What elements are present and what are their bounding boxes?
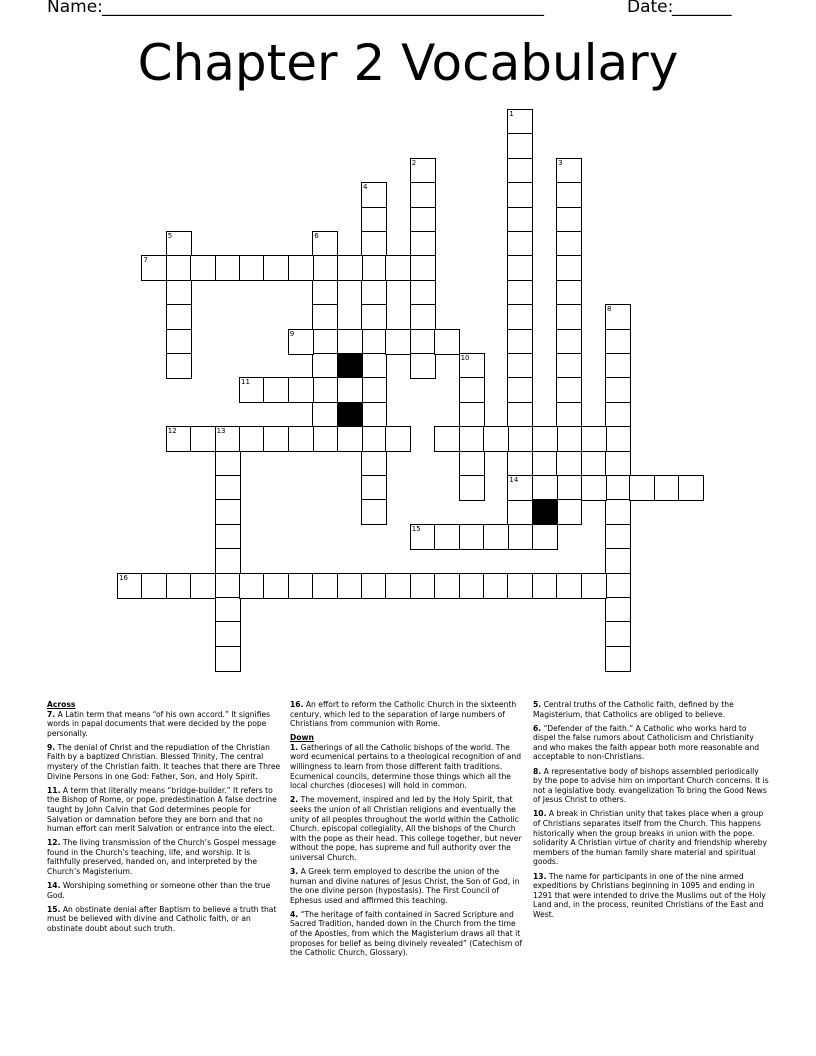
crossword-cell[interactable] [338,574,362,598]
crossword-cell[interactable] [606,452,630,476]
clue-number: 11 [241,378,250,387]
clue-item-number: 11. [47,785,61,795]
crossword-cell[interactable] [460,574,484,598]
crossword-cell[interactable] [167,354,191,378]
clue-item-text: The name for participants in one of the nine armed expeditions by Christians beginning in 1095 and ending in 1291 that were intended to drive the Muslims out of the Holy Land and, in the process, reunited Christians of the East and West. [533,871,766,919]
crossword-cell[interactable] [508,403,532,427]
crossword-cell[interactable] [289,427,313,451]
clue-item-number: 16. [290,700,304,709]
crossword-cell[interactable] [411,305,435,329]
clue-item [290,795,525,862]
crossword-cell[interactable] [167,330,191,354]
crossword-cell[interactable] [313,232,337,256]
header-line [47,0,747,19]
clue-item-number: 4. [290,909,299,919]
crossword-cell[interactable] [362,305,386,329]
crossword-cell[interactable] [362,574,386,598]
crossword-cell[interactable] [435,525,459,549]
clue-item-number: 13. [533,871,547,881]
clue-number: 10 [460,354,470,362]
clue-item [533,724,769,762]
clue-item-text: A representative body of bishops assembled periodically by the pope to advise him on important Church concerns. It is not a legislative body. evangelization To bring the Good News of Jesus Christ to others. [533,766,769,805]
crossword-cell[interactable] [460,476,484,500]
crossword-cell[interactable] [411,574,435,598]
crossword-cell[interactable] [313,378,337,402]
clue-item [290,867,525,905]
clue-column-3 [533,700,769,924]
clue-item-number: 3. [290,867,299,876]
crossword-cell[interactable] [606,403,630,427]
crossword-cell[interactable] [460,525,484,549]
clue-number: 5 [167,232,173,240]
crossword-cell[interactable] [411,281,435,305]
crossword-cell[interactable] [313,403,337,427]
crossword-cell[interactable] [264,256,288,280]
crossword-cell[interactable] [167,232,191,256]
crossword-cell[interactable] [362,476,386,500]
clue-item-number: 6. [533,723,542,733]
crossword-cell[interactable] [655,476,679,500]
crossword-cell[interactable] [240,574,264,598]
crossword-cell[interactable] [216,598,240,622]
clue-number: 7 [143,256,148,265]
clue-number: 16 [119,573,128,582]
crossword-cell[interactable] [508,525,532,549]
crossword-cell[interactable] [606,622,630,646]
across-heading: Across [47,700,76,709]
crossword-cell[interactable] [313,574,337,598]
clue-number: 13 [216,427,226,436]
crossword-cell[interactable] [289,330,313,354]
clue-column-1 [47,700,282,938]
crossword-cell[interactable] [411,208,435,232]
crossword-cell[interactable] [606,500,630,524]
crossword-cell[interactable] [679,476,703,500]
crossword-cell[interactable] [508,256,532,280]
crossword-cell[interactable] [606,476,630,500]
clue-item-text: The movement, inspired and led by the Holy Spirit, that seeks the union of all Christian religions and eventually the unity of all peoples throughout the world within the Catholic Church. episcopal collegiality, All the bishops of the Church with the pope as their head. This college together, but never without the pope, has supreme and full authority over the universal Church. [290,795,522,862]
crossword-cell[interactable] [557,256,581,280]
crossword-cell[interactable] [386,256,410,280]
clue-item-text: Central truths of the Catholic faith, defined by the Magisterium, that Catholics are obliged to believe. [533,700,734,719]
clue-item-text: “The heritage of faith contained in Sacred Scripture and Sacred Tradition, handed down in the Church from the time of the Apostles, from which the Magisterium draws all that it proposes for belief as being divinely revealed” (Catechism of the Catholic Church, Glossary). [290,909,523,958]
crossword-block [338,354,362,378]
crossword-cell[interactable] [386,330,410,354]
crossword-cell[interactable] [460,403,484,427]
crossword-cell[interactable] [386,574,410,598]
crossword-cell[interactable] [582,476,606,500]
crossword-cell[interactable] [484,525,508,549]
clue-item [533,809,769,867]
crossword-cell[interactable] [508,330,532,354]
crossword-cell[interactable] [411,256,435,280]
crossword-cell[interactable] [264,427,288,451]
crossword-cell[interactable] [508,476,532,500]
crossword-cell[interactable] [606,305,630,329]
clue-item-number: 14. [47,881,61,891]
clue-item-number: 12. [47,838,61,848]
crossword-cell[interactable] [606,549,630,573]
clue-number: 2 [411,158,417,167]
crossword-cell[interactable] [557,305,581,329]
crossword-cell[interactable] [313,427,337,451]
crossword-cell[interactable] [216,574,240,598]
crossword-cell[interactable] [557,183,581,207]
crossword-cell[interactable] [460,378,484,402]
down-heading: Down [290,733,314,743]
crossword-cell[interactable] [508,159,532,183]
crossword-cell[interactable] [508,427,532,451]
crossword-cell[interactable] [606,598,630,622]
crossword-cell[interactable] [435,330,459,354]
clue-number: 12 [167,427,177,436]
crossword-cell[interactable] [557,452,581,476]
crossword-cell[interactable] [362,232,386,256]
clue-item-text: Gatherings of all the Catholic bishops of the world. The word ecumenical pertains to a theological recognition of and willingness to learn from those different faith traditions. Ecumenical councils, determine those things which all the local churches (dioceses) will hold in common. [290,742,522,791]
clue-item [47,838,282,876]
crossword-cell[interactable] [216,525,240,549]
crossword-cell[interactable] [338,427,362,451]
across-clues-list-continued [290,700,525,729]
crossword-cell[interactable] [216,622,240,646]
crossword-cell[interactable] [557,427,581,451]
crossword-cell[interactable] [508,110,532,134]
crossword-cell[interactable] [606,647,630,671]
clue-item [290,910,525,958]
clue-item [47,743,282,781]
clue-number: 9 [289,329,295,338]
crossword-cell[interactable] [167,305,191,329]
crossword-cell[interactable] [167,574,191,598]
crossword-cell[interactable] [338,330,362,354]
clue-item-text: “Defender of the faith.” A Catholic who works hard to dispel the false rumors about Catholicism and Christianity and who makes the faith appear both more reasonable and acceptable to non-Christians. [533,723,760,762]
crossword-cell[interactable] [411,330,435,354]
down-clues-list [290,743,525,958]
crossword-cell[interactable] [167,427,191,451]
crossword-cell[interactable] [460,354,484,378]
crossword-cell[interactable] [630,476,654,500]
crossword-cell[interactable] [533,525,557,549]
clue-item-number: 7. [47,709,56,719]
crossword-cell[interactable] [533,427,557,451]
crossword-cell[interactable] [606,354,630,378]
crossword-cell[interactable] [460,427,484,451]
clue-number: 8 [607,305,612,314]
crossword-cell[interactable] [142,574,166,598]
crossword-cell[interactable] [508,183,532,207]
crossword-cell[interactable] [264,378,288,402]
clue-number: 14 [509,476,519,484]
crossword-cell[interactable] [362,378,386,402]
clue-number: 15 [411,524,421,533]
crossword-cell[interactable] [411,354,435,378]
crossword-cell[interactable] [606,378,630,402]
crossword-cell[interactable] [216,427,240,451]
clue-item [533,767,769,805]
clue-number: 1 [509,110,514,118]
crossword-cell[interactable] [606,574,630,598]
clue-item [47,710,282,739]
crossword-cell[interactable] [508,305,532,329]
clue-number: 4 [363,183,368,192]
crossword-cell[interactable] [191,256,215,280]
clue-item [47,881,282,900]
crossword-cell[interactable] [557,330,581,354]
clue-number: 3 [558,158,563,167]
crossword-cell[interactable] [216,647,240,671]
clue-item-number: 5. [533,700,542,709]
clue-item [290,700,525,729]
crossword-cell[interactable] [484,427,508,451]
crossword-cell[interactable] [362,281,386,305]
crossword-cell[interactable] [289,574,313,598]
crossword-cell[interactable] [508,232,532,256]
crossword-cell[interactable] [191,574,215,598]
across-clues-list [47,710,282,934]
crossword-cell[interactable] [533,476,557,500]
crossword-cell[interactable] [240,256,264,280]
clue-item-text: A Greek term employed to describe the union of the human and divine natures of Jesus Christ, the Son of God, in the one divine person (hypostasis). The First Council of Ephesus used and affirmed this teaching. [290,867,520,905]
crossword-cell[interactable] [118,574,142,598]
clue-item-text: A term that literally means “bridge-builder.” It refers to the Bishop of Rome, or pope. predestination A false doctrine taught by John Calvin that God determines people for Salvation or damnation before they are born and that no human effort can merit Salvation or entrance into the elect. [47,785,277,834]
crossword-cell[interactable] [362,183,386,207]
down-clues-list-continued [533,700,769,919]
crossword-cell[interactable] [606,427,630,451]
crossword-cell[interactable] [557,232,581,256]
clue-item [47,786,282,834]
clue-item [290,743,525,791]
crossword-cell[interactable] [606,525,630,549]
clue-item-number: 2. [290,795,299,805]
crossword-cell[interactable] [264,574,288,598]
crossword-cell[interactable] [216,256,240,280]
date-line[interactable]: _______ [672,0,732,17]
crossword-cell[interactable] [557,403,581,427]
crossword-cell[interactable] [557,476,581,500]
crossword-cell[interactable] [533,574,557,598]
clue-item-text: Worshiping something or someone other than the true God. [47,881,271,900]
crossword-cell[interactable] [557,574,581,598]
crossword-cell[interactable] [313,256,337,280]
crossword-cell[interactable] [362,354,386,378]
page-title: Chapter 2 Vocabulary [137,34,679,92]
crossword-cell[interactable] [508,500,532,524]
crossword-cell[interactable] [508,378,532,402]
crossword-cell[interactable] [216,549,240,573]
crossword-cell[interactable] [557,159,581,183]
clue-item-number: 1. [290,742,299,752]
crossword-cell[interactable] [606,330,630,354]
crossword-cell[interactable] [435,427,459,451]
crossword-cell[interactable] [240,427,264,451]
crossword-cell[interactable] [313,330,337,354]
crossword-cell[interactable] [216,452,240,476]
crossword-cell[interactable] [557,500,581,524]
crossword-cell[interactable] [313,281,337,305]
crossword-cell[interactable] [508,281,532,305]
crossword-cell[interactable] [362,500,386,524]
clue-item-text: The denial of Christ and the repudiation of the Christian Faith by a baptized Christian. Blessed Trinity, The central mystery of the Christian faith. It teaches that there are Three Divine Persons in one God: Father, Son, and Holy Spirit. [47,742,281,781]
crossword-cell[interactable] [362,256,386,280]
name-label: Name: [47,0,103,17]
crossword-cell[interactable] [484,574,508,598]
crossword-cell[interactable] [435,574,459,598]
clue-item-text: An obstinate denial after Baptism to believe a truth that must be believed with divine and Catholic faith, or an obstinate doubt about such truth. [47,904,277,933]
crossword-block [338,403,362,427]
date-label: Date: [627,0,674,17]
crossword-cell[interactable] [191,427,215,451]
crossword-cell[interactable] [362,452,386,476]
clue-item-text: An effort to reform the Catholic Church in the sixteenth century, which led to the separation of large numbers of Christians from communion with Rome. [290,700,517,729]
crossword-cell[interactable] [557,354,581,378]
crossword-cell[interactable] [508,574,532,598]
clue-item-number: 8. [533,766,542,776]
crossword-cell[interactable] [460,452,484,476]
crossword-cell[interactable] [411,183,435,207]
crossword-block [533,500,557,524]
clue-item-text: The living transmission of the Church’s Gospel message found in the Church’s teaching, life, and worship. It is faithfully preserved, handed on, and interpreted by the Church’s Magisterium. [47,838,277,876]
crossword-cell[interactable] [216,500,240,524]
crossword-cell[interactable] [289,256,313,280]
crossword-cell[interactable] [411,232,435,256]
name-line[interactable]: ____________________________________________________ [102,0,544,17]
crossword-cell[interactable] [338,256,362,280]
clue-item-text: A Latin term that means “of his own accord.” It signifies words in papal documents that were decided by the pope personally. [47,709,271,738]
crossword-cell[interactable] [313,354,337,378]
crossword-cell[interactable] [362,403,386,427]
crossword-cell[interactable] [411,159,435,183]
crossword-cell[interactable] [582,427,606,451]
clue-item-number: 9. [47,742,56,752]
crossword-cell[interactable] [240,378,264,402]
crossword-cell[interactable] [508,134,532,158]
crossword-cell[interactable] [582,574,606,598]
crossword-cell[interactable] [142,256,166,280]
crossword-cell[interactable] [216,476,240,500]
clue-number: 6 [314,232,319,240]
crossword-cell[interactable] [508,354,532,378]
crossword-cell[interactable] [557,208,581,232]
crossword-cell[interactable] [508,208,532,232]
clue-item-text: A break in Christian unity that takes place when a group of Christians separates itself from the Church. This happens historically when the group breaks in union with the pope. solidarity A Christian virtue of charity and friendship whereby members of the human family share material and spiritual goods. [533,809,768,867]
clue-item [533,700,769,719]
crossword-cell[interactable] [508,452,532,476]
clue-item [533,872,769,920]
crossword-cell[interactable] [313,305,337,329]
crossword-cell[interactable] [386,427,410,451]
clue-item [47,905,282,934]
crossword-cell[interactable] [557,378,581,402]
clue-column-2 [290,700,525,962]
crossword-cell[interactable] [289,378,313,402]
crossword-cell[interactable] [167,256,191,280]
crossword-cell[interactable] [557,281,581,305]
crossword-cell[interactable] [167,281,191,305]
clue-item-number: 15. [47,904,61,914]
crossword-cell[interactable] [338,378,362,402]
crossword-cell[interactable] [362,208,386,232]
crossword-cell[interactable] [362,427,386,451]
clue-item-number: 10. [533,809,547,819]
crossword-cell[interactable] [362,330,386,354]
crossword-cell[interactable] [411,525,435,549]
